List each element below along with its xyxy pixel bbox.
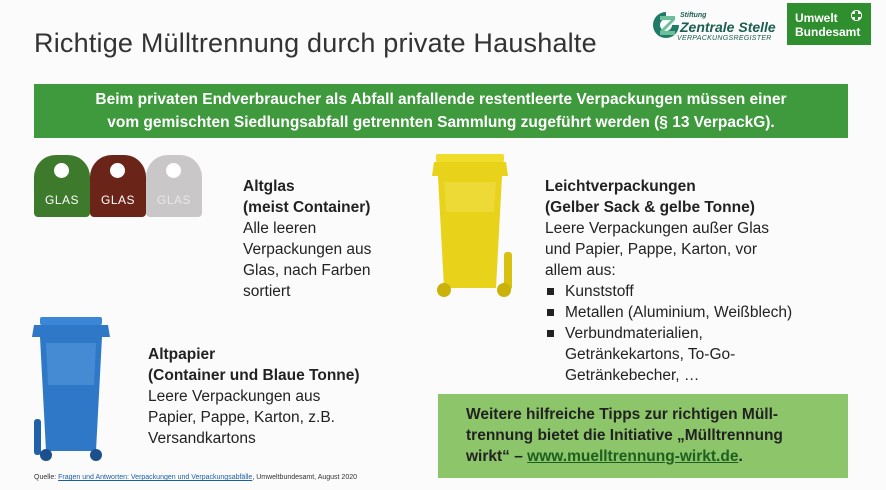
leicht-bullet-continuation: Getränkebecher, …: [565, 367, 700, 384]
zsvr-logo-line3: VERPACKUNGSREGISTER: [677, 35, 772, 42]
glass-container-brown-icon: [90, 155, 146, 217]
page-title: Richtige Mülltrennung durch private Haushalte: [34, 28, 597, 58]
altglas-text-line: sortiert: [243, 283, 291, 300]
zsvr-logo: [651, 10, 776, 44]
list-item: Verbundmaterialien,: [545, 323, 792, 344]
intro-banner: [34, 84, 848, 138]
uba-logo: [787, 3, 871, 45]
tip-line2: trennung bietet die Initiative „Mülltrennung: [466, 427, 783, 444]
banner-line2: vom gemischten Siedlungsabfall getrennten Sammlung zugeführt werden (§ 13 VerpackG).: [107, 114, 775, 131]
zsvr-logo-line1: Stiftung: [680, 12, 707, 19]
leichtverpackungen-section: [545, 176, 792, 386]
source-prefix: Quelle:: [34, 474, 59, 481]
uba-cross-icon: [851, 10, 862, 21]
yellow-bin-icon: [430, 152, 522, 300]
source-suffix: , Umweltbundesamt, August 2020: [252, 474, 357, 481]
muelltrennung-link[interactable]: www.muelltrennung-wirkt.de: [527, 448, 739, 465]
altpapier-subheading: (Container und Blaue Tonne): [148, 367, 360, 384]
tip-box: [438, 394, 848, 478]
altglas-heading: Altglas: [243, 178, 295, 195]
uba-logo-line2: Bundesamt: [795, 25, 861, 39]
leicht-subheading: (Gelber Sack & gelbe Tonne): [545, 199, 755, 216]
banner-line1: Beim privaten Endverbraucher als Abfall anfallende restentleerte Verpackungen müssen einer: [95, 91, 787, 108]
tip-line3-suffix: .: [738, 448, 743, 465]
leicht-text-line: und Papier, Pappe, Karton, vor: [545, 241, 757, 258]
source-note: [34, 474, 357, 481]
source-link[interactable]: Fragen und Antworten: Verpackungen und Verpackungsabfälle: [58, 474, 253, 481]
altglas-subheading: (meist Container): [243, 199, 371, 216]
blue-bin-icon: [32, 315, 112, 463]
list-item: Metallen (Aluminium, Weißblech): [545, 302, 792, 323]
leicht-text-line: allem aus:: [545, 262, 616, 279]
leicht-heading: Leichtverpackungen: [545, 178, 696, 195]
leicht-bullet-continuation: Getränkekartons, To-Go-: [565, 346, 736, 363]
uba-logo-line1: Umwelt: [795, 11, 838, 25]
altpapier-text-line: Versandkartons: [148, 430, 256, 447]
leicht-bullet-list: [545, 281, 792, 344]
glass-container-label: GLAS: [44, 193, 79, 207]
tip-line3: [466, 446, 848, 467]
glass-container-label: GLAS: [100, 193, 135, 207]
altglas-section: [243, 176, 371, 302]
tip-line1: Weitere hilfreiche Tipps zur richtigen Müll-: [466, 406, 779, 423]
leicht-text-line: Leere Verpackungen außer Glas: [545, 220, 770, 237]
glass-container-green-icon: [34, 155, 90, 217]
altpapier-section: [148, 344, 360, 449]
altpapier-heading: Altpapier: [148, 346, 216, 363]
glass-container-white-icon: [146, 155, 202, 217]
altglas-text-line: Alle leeren: [243, 220, 317, 237]
list-item: Kunststoff: [545, 281, 792, 302]
zsvr-logo-line2: Zentrale Stelle: [680, 19, 776, 35]
altpapier-text-line: Papier, Pappe, Karton, z.B.: [148, 409, 335, 426]
glass-container-label: GLAS: [156, 193, 191, 207]
altglas-text-line: Glas, nach Farben: [243, 262, 371, 279]
altpapier-text-line: Leere Verpackungen aus: [148, 388, 321, 405]
altglas-text-line: Verpackungen aus: [243, 241, 372, 258]
tip-line3-prefix: wirkt“ –: [466, 448, 528, 465]
